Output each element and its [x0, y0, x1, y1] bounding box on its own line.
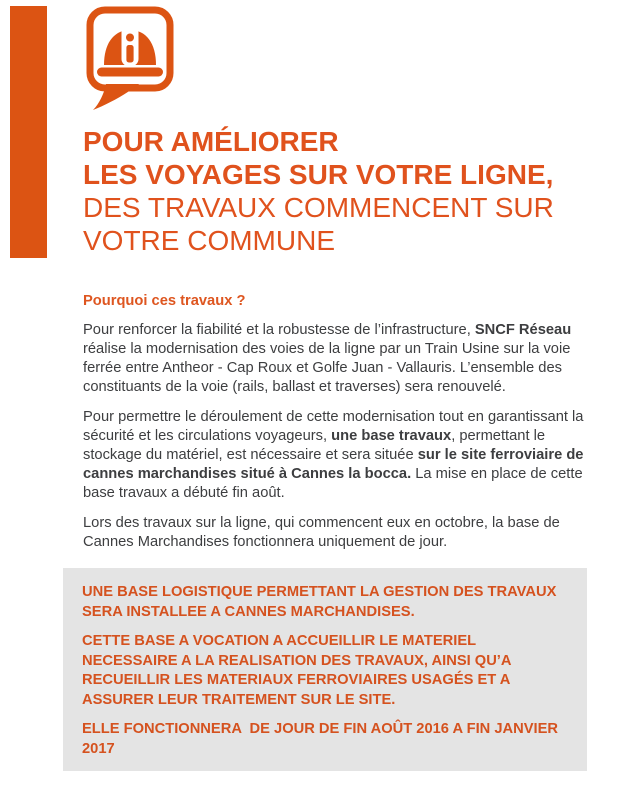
- title-line: POUR AMÉLIORER: [83, 126, 339, 157]
- page-title: [83, 125, 554, 257]
- highlight-paragraph: ELLE FONCTIONNERA DE JOUR DE FIN AOÛT 2016 A FIN JANVIER 2017: [82, 721, 563, 757]
- left-accent-bar: [10, 6, 47, 258]
- paragraph: Lors des travaux sur la ligne, qui commencent eux en octobre, la base de Cannes Marchandises fonctionnera uniquement de jour.: [83, 515, 560, 550]
- section-heading: Pourquoi ces travaux ?: [83, 293, 246, 309]
- paragraph: Pour renforcer la fiabilité et la robustesse de l’infrastructure, SNCF Réseau réalise la modernisation des voies de la ligne par un Train Usine sur la voie ferrée entre Antheor - Cap Roux et Golfe Juan - Vallauris. L’ensemble des constituants de la voie (rails, ballast et traverses) sera renouvelé.: [83, 322, 572, 395]
- body-paragraphs: [83, 321, 589, 563]
- title-line: LES VOYAGES SUR VOTRE LIGNE,: [83, 159, 554, 190]
- hard-hat-info-speech-bubble-icon: [84, 4, 178, 114]
- title-line: DES TRAVAUX COMMENCENT SUR: [83, 192, 554, 223]
- highlight-paragraph: CETTE BASE A VOCATION A ACCUEILLIR LE MATERIEL NECESSAIRE A LA REALISATION DES TRAVAUX, AINSI QU’A RECUEILLIR LES MATERIAUX FERROVIAIRES USAGÉS ET A ASSURER LEUR TRAITEMENT SUR LE SITE.: [82, 633, 516, 708]
- title-line: VOTRE COMMUNE: [83, 225, 335, 256]
- highlight-box: [63, 568, 587, 771]
- highlight-paragraph: UNE BASE LOGISTIQUE PERMETTANT LA GESTION DES TRAVAUX SERA INSTALLEE A CANNES MARCHANDISES.: [82, 584, 561, 620]
- info-glyph: [126, 34, 134, 63]
- paragraph: Pour permettre le déroulement de cette modernisation tout en garantissant la sécurité et les circulations voyageurs, une base travaux, permettant le stockage du matériel, est nécessaire et sera située sur le site ferroviaire de cannes marchandises situé à Cannes la bocca. La mise en place de cette base travaux a débuté fin août.: [83, 409, 584, 501]
